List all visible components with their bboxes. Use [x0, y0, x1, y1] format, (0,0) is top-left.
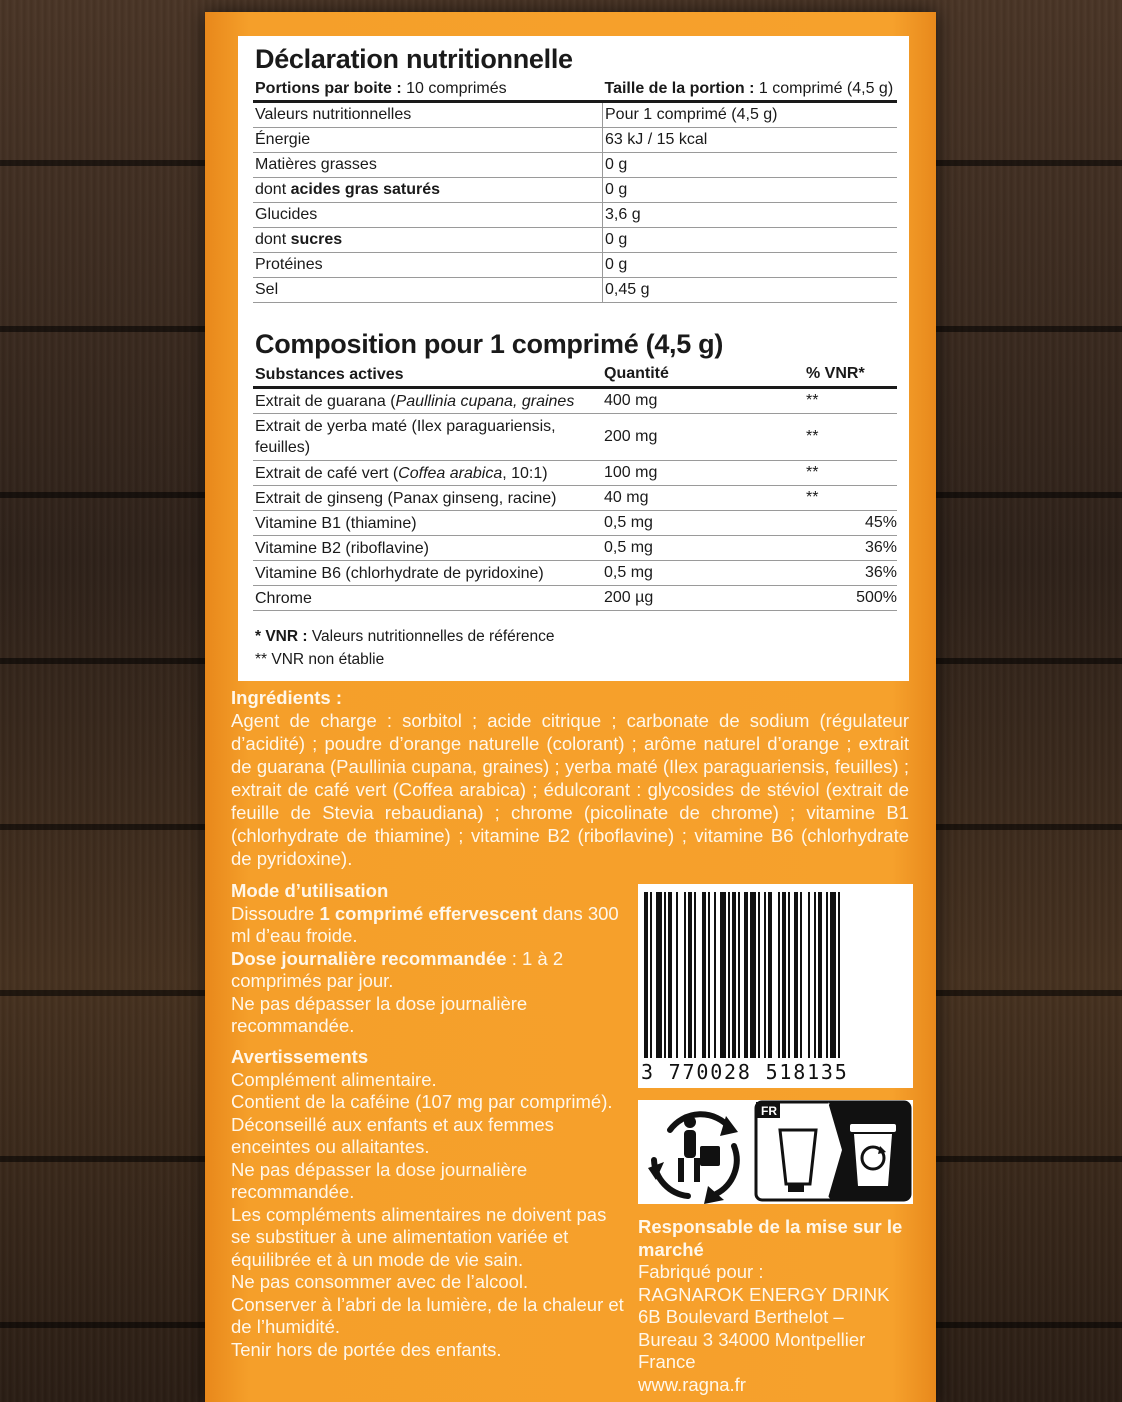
- substance-name: [253, 388, 602, 414]
- usage-block: [231, 880, 631, 1038]
- serving-size-cell: [603, 78, 898, 102]
- composition-row: [253, 536, 897, 561]
- barcode-bar: [830, 892, 836, 1058]
- substance-name-part: Coffea arabica: [398, 464, 503, 482]
- col-header-vnr: % VNR*: [804, 362, 897, 388]
- nutrition-row: [253, 153, 897, 178]
- barcode-bar: [750, 892, 756, 1058]
- responsible-line: Fabriqué pour :: [638, 1261, 764, 1282]
- ingredients-text: Agent de charge : sorbitol ; acide citrique ; carbonate de sodium (régulateur d’acidité) ; poudre d’orange naturelle (colorant) ; arôme naturel d’orange ; extrait de guarana (Paullinia cupana, graines) ; yerba maté (Ilex paraguariensis, feuilles) ; extrait de café vert (Coffea arabica) ; édulcorant : glycosides de stéviol (extrait de feuille de Stevia rebaudiana) ; chrome (picolinate de chrome) ; vitamine B1 (chlorhydrate de thiamine) ; vitamine B2 (riboflavine) ; vitamine B6 (chlorhydrate de pyridoxine).: [231, 710, 909, 869]
- responsible-line: 6B Boulevard Berthelot –: [638, 1306, 844, 1327]
- barcode-bar: [732, 892, 736, 1058]
- barcode-bar: [664, 892, 666, 1058]
- substance-quantity: 400 mg: [602, 388, 804, 414]
- composition-table: [253, 362, 897, 611]
- substance-quantity: 0,5 mg: [602, 561, 804, 586]
- substance-vnr: 36%: [804, 536, 897, 561]
- composition-row: [253, 388, 897, 414]
- barcode-bar: [688, 892, 692, 1058]
- substance-vnr: **: [804, 388, 897, 414]
- barcode-bar: [676, 892, 678, 1058]
- ingredients-heading: Ingrédients :: [231, 687, 343, 708]
- barcode-bar: [838, 892, 840, 1058]
- usage-l2a: Dose journalière recommandée: [231, 947, 507, 969]
- country-code: FR: [761, 1104, 777, 1118]
- substance-quantity: 0,5 mg: [602, 536, 804, 561]
- substance-name: [253, 486, 602, 511]
- nutrition-title: Déclaration nutritionnelle: [255, 44, 573, 74]
- nutrition-panel: [238, 36, 909, 681]
- serving-size-value: 1 comprimé (4,5 g): [754, 80, 894, 97]
- warnings-heading: Avertissements: [231, 1046, 369, 1067]
- nutrient-value: 0 g: [603, 178, 898, 203]
- barcode: [638, 884, 913, 1088]
- barcode-bar: [684, 892, 686, 1058]
- barcode-bar: [778, 892, 780, 1058]
- nutrient-name-bold: sucres: [290, 231, 343, 248]
- nutrient-name: [253, 278, 603, 303]
- nutrient-name: [253, 228, 603, 253]
- substance-name: [253, 511, 602, 536]
- composition-row: [253, 511, 897, 536]
- servings-label: Portions par boite :: [255, 80, 402, 97]
- barcode-bar: [668, 892, 672, 1058]
- barcode-bar: [788, 892, 790, 1058]
- usage-line-2: [231, 948, 631, 993]
- nutrient-name: [253, 128, 603, 153]
- substance-name-part: Extrait de café vert (: [255, 464, 399, 482]
- usage-l1a: Dissoudre: [231, 902, 320, 924]
- responsible-line: www.ragna.fr: [638, 1373, 746, 1395]
- nutrient-name-text: Sel: [255, 281, 279, 298]
- usage-heading: Mode d’utilisation: [231, 880, 389, 901]
- substance-name-part: Chrome: [255, 589, 312, 607]
- barcode-bar: [728, 892, 730, 1058]
- triman-recycling-icon: [638, 1100, 913, 1204]
- nutrient-value: 0 g: [603, 153, 898, 178]
- nutrient-value: 63 kJ / 15 kcal: [603, 128, 898, 153]
- usage-l1b: 1 comprimé effervescent: [319, 902, 538, 924]
- composition-row: [253, 586, 897, 611]
- barcode-bar: [656, 892, 662, 1058]
- footnote-vnr: [255, 628, 555, 646]
- nutrient-name: [253, 153, 603, 178]
- usage-l2b: : 1 à 2 comprimés par jour.: [231, 947, 564, 991]
- composition-title: Composition pour 1 comprimé (4,5 g): [255, 329, 724, 359]
- barcode-bar: [758, 892, 760, 1058]
- product-box-back: [205, 12, 936, 1402]
- barcode-bar: [650, 892, 652, 1058]
- responsible-line: Bureau 3 34000 Montpellier: [638, 1328, 866, 1350]
- substance-quantity: 200 mg: [602, 414, 804, 461]
- nutrient-name-bold: acides gras saturés: [290, 181, 441, 198]
- responsible-line: France: [638, 1351, 696, 1372]
- substance-vnr: 36%: [804, 561, 897, 586]
- barcode-bar: [818, 892, 822, 1058]
- footnote-vnr-label: * VNR :: [255, 628, 308, 645]
- barcode-bar: [826, 892, 828, 1058]
- nutrition-row: [253, 178, 897, 203]
- substance-vnr: **: [804, 461, 897, 486]
- substance-name-part: Extrait de guarana (: [255, 392, 396, 410]
- barcode-bar: [814, 892, 816, 1058]
- barcode-bar: [644, 892, 648, 1058]
- responsible-block: [638, 1216, 928, 1396]
- substance-name-part: , 10:1): [502, 464, 548, 482]
- substance-quantity: 200 µg: [602, 586, 804, 611]
- nutrient-value: 0 g: [603, 253, 898, 278]
- substance-name-part: Vitamine B1 (thiamine): [255, 514, 417, 532]
- nutrition-table: [253, 78, 897, 303]
- substance-quantity: 100 mg: [602, 461, 804, 486]
- substance-name-part: Vitamine B2 (riboflavine): [255, 539, 430, 557]
- substance-name-part: Vitamine B6 (chlorhydrate de pyridoxine): [255, 564, 544, 582]
- warning-line: Ne pas dépasser la dose journalière recommandée.: [231, 1158, 528, 1202]
- usage-line-1: [231, 903, 631, 948]
- composition-row: [253, 486, 897, 511]
- nutrition-row: [253, 203, 897, 228]
- nutrient-name: [253, 203, 603, 228]
- substance-name: [253, 536, 602, 561]
- nutrient-value: Pour 1 comprimé (4,5 g): [603, 102, 898, 128]
- warning-line: Contient de la caféine (107 mg par comprimé).: [231, 1091, 613, 1112]
- nutrient-value: 3,6 g: [603, 203, 898, 228]
- nutrient-name: [253, 102, 603, 128]
- substance-name-part: Paullinia cupana, graines: [395, 392, 575, 410]
- substance-vnr: 500%: [804, 586, 897, 611]
- substance-name: [253, 461, 602, 486]
- warning-line: Les compléments alimentaires ne doivent pas se substituer à une alimentation variée et équilibrée et à un mode de vie sain.: [231, 1203, 607, 1270]
- warning-line: Complément alimentaire.: [231, 1068, 437, 1090]
- substance-vnr: **: [804, 414, 897, 461]
- responsible-heading: Responsable de la mise sur le marché: [638, 1216, 903, 1260]
- barcode-bar: [708, 892, 710, 1058]
- barcode-number: 3 770028 518135: [641, 1060, 849, 1084]
- substance-name-part: Extrait de yerba maté (Ilex paraguariensis, feuilles): [255, 418, 556, 456]
- composition-row: [253, 414, 897, 461]
- substance-quantity: 40 mg: [602, 486, 804, 511]
- barcode-bar: [738, 892, 740, 1058]
- barcode-bar: [694, 892, 696, 1058]
- substance-name-part: Extrait de ginseng (Panax ginseng, racine): [255, 489, 557, 507]
- composition-row: [253, 461, 897, 486]
- barcode-bar: [768, 892, 772, 1058]
- barcode-bars: [638, 884, 913, 1060]
- nutrition-row: [253, 102, 897, 128]
- nutrient-value: 0,45 g: [603, 278, 898, 303]
- barcode-bar: [800, 892, 802, 1058]
- substance-name: [253, 586, 602, 611]
- nutrient-name-text: Matières grasses: [255, 156, 377, 173]
- ingredients-block: [231, 686, 909, 870]
- warnings-block: [231, 1046, 631, 1361]
- servings-cell: [253, 78, 603, 102]
- nutrient-name-text: Glucides: [255, 206, 318, 223]
- nutrition-row: [253, 228, 897, 253]
- nutrient-name: [253, 178, 603, 203]
- warning-line: Déconseillé aux enfants et aux femmes enceintes ou allaitantes.: [231, 1113, 554, 1157]
- barcode-bar: [764, 892, 766, 1058]
- barcode-bar: [744, 892, 748, 1058]
- responsible-line: RAGNAROK ENERGY DRINK: [638, 1283, 890, 1305]
- col-header-quantity: Quantité: [602, 362, 804, 388]
- barcode-bar: [714, 892, 716, 1058]
- recycling-info: [638, 1100, 913, 1204]
- nutrient-name-text: Énergie: [255, 131, 311, 148]
- barcode-bar: [782, 892, 786, 1058]
- nutrient-name-text: dont: [255, 231, 291, 248]
- col-header-substances: Substances actives: [253, 362, 602, 388]
- nutrient-name-text: dont: [255, 181, 291, 198]
- nutrient-name-text: Protéines: [255, 256, 323, 273]
- barcode-bar: [720, 892, 726, 1058]
- warning-line: Conserver à l’abri de la lumière, de la chaleur et de l’humidité.: [231, 1293, 624, 1337]
- composition-row: [253, 561, 897, 586]
- nutrition-row: [253, 278, 897, 303]
- substance-vnr: **: [804, 486, 897, 511]
- substance-quantity: 0,5 mg: [602, 511, 804, 536]
- nutrition-row: [253, 128, 897, 153]
- tube-icon: [780, 1130, 816, 1184]
- usage-l1c: dans 300 ml d’eau froide.: [231, 902, 619, 946]
- footnote-vnr-none: ** VNR non établie: [255, 651, 385, 668]
- usage-line-3: Ne pas dépasser la dose journalière recommandée.: [231, 992, 528, 1036]
- nutrient-name: [253, 253, 603, 278]
- warning-line: Tenir hors de portée des enfants.: [231, 1338, 502, 1360]
- barcode-bar: [794, 892, 798, 1058]
- nutrient-value: 0 g: [603, 228, 898, 253]
- footnote-vnr-text: Valeurs nutritionnelles de référence: [307, 628, 555, 645]
- substance-name: [253, 561, 602, 586]
- barcode-bar: [808, 892, 810, 1058]
- serving-size-label: Taille de la portion :: [604, 80, 755, 97]
- substance-vnr: 45%: [804, 511, 897, 536]
- warning-line: Ne pas consommer avec de l’alcool.: [231, 1271, 529, 1292]
- nutrition-row: [253, 253, 897, 278]
- servings-value: 10 comprimés: [401, 80, 507, 97]
- barcode-bar: [702, 892, 706, 1058]
- nutrient-name-text: Valeurs nutritionnelles: [255, 106, 412, 123]
- substance-name: [253, 414, 602, 461]
